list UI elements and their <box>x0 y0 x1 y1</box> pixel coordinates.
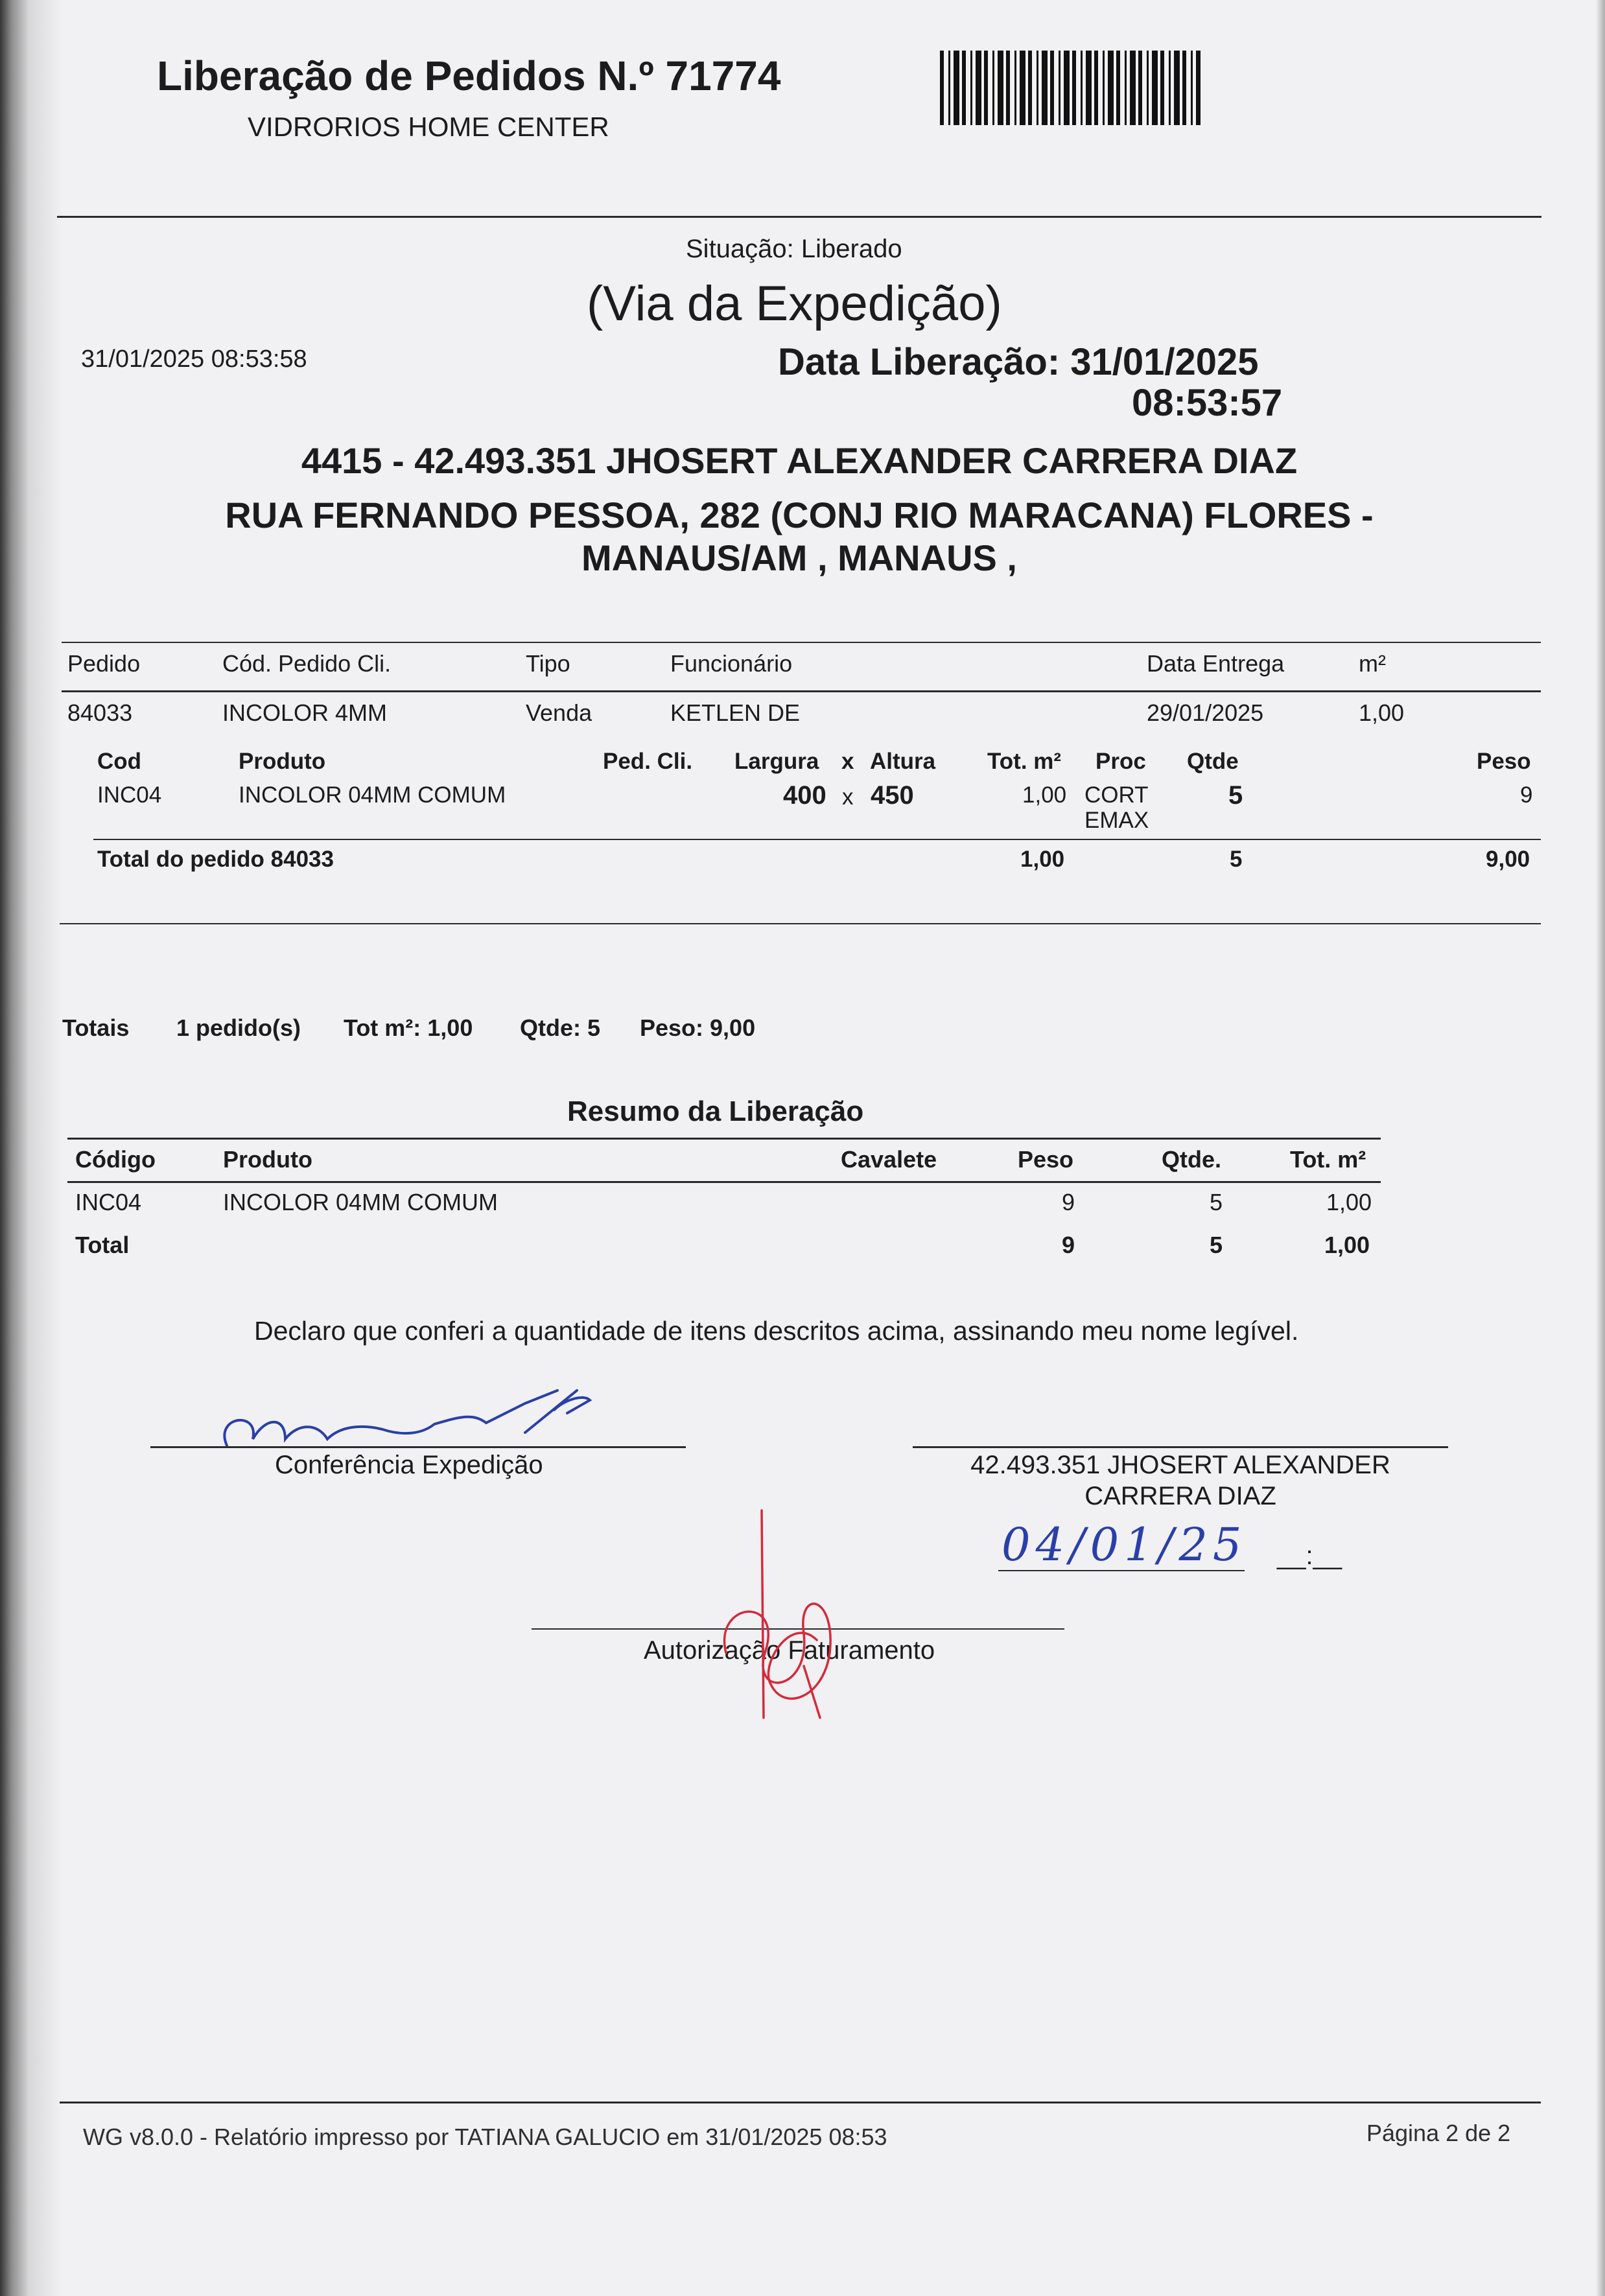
summary-code: INC04 <box>75 1189 142 1215</box>
items-header-ped-cli: Ped. Cli. <box>603 749 693 774</box>
handwritten-date: 04/01/25 <box>1002 1518 1247 1571</box>
summary-total-qtde: 5 <box>1210 1232 1223 1258</box>
order-m2: 1,00 <box>1359 699 1405 726</box>
signature-autorizacao <box>707 1504 856 1737</box>
summary-header-qtde: Qtde. <box>1162 1146 1222 1173</box>
orders-header-cod-pedido: Cód. Pedido Cli. <box>222 650 392 677</box>
item-product: INCOLOR 04MM COMUM <box>239 782 506 808</box>
item-tot-m2: 1,00 <box>1022 782 1067 808</box>
summary-title: Resumo da Liberação <box>567 1095 864 1127</box>
date-underline <box>998 1570 1245 1571</box>
conferencia-label: Conferência Expedição <box>275 1451 543 1479</box>
summary-header-peso: Peso <box>1018 1146 1074 1173</box>
items-header-x: x <box>841 749 854 774</box>
items-total-rule <box>93 839 1541 840</box>
company-name: VIDRORIOS HOME CENTER <box>248 111 609 142</box>
item-code: INC04 <box>97 782 162 808</box>
header-divider <box>57 216 1541 218</box>
authorization-label: Autorização Faturamento <box>644 1636 935 1665</box>
summary-qtde: 5 <box>1210 1189 1223 1215</box>
summary-header-codigo: Código <box>75 1146 156 1173</box>
item-height: 450 <box>871 781 914 810</box>
totals-label: Totais <box>62 1014 130 1041</box>
barcode <box>940 51 1201 125</box>
order-delivery-date: 29/01/2025 <box>1147 699 1264 726</box>
order-type: Venda <box>526 699 592 726</box>
totals-peso: Peso: 9,00 <box>640 1014 756 1041</box>
scan-edge-shadow <box>0 0 62 2296</box>
items-header-peso: Peso <box>1477 749 1531 774</box>
orders-header-pedido: Pedido <box>67 650 141 677</box>
footer-rule <box>60 2102 1541 2103</box>
summary-top-rule <box>67 1138 1381 1140</box>
time-blank: __:__ <box>1277 1541 1342 1570</box>
signature-conferencia <box>188 1377 603 1462</box>
order-client-code: INCOLOR 4MM <box>222 699 388 726</box>
summary-total-label: Total <box>75 1232 130 1258</box>
summary-total-peso: 9 <box>1062 1232 1075 1258</box>
item-proc-line1: CORT <box>1084 782 1149 808</box>
item-proc-line2: EMAX <box>1084 808 1149 833</box>
items-header-cod: Cod <box>97 749 142 774</box>
order-total-qtde: 5 <box>1230 847 1243 872</box>
items-header-proc: Proc <box>1095 749 1146 774</box>
customer-name: 4415 - 42.493.351 JHOSERT ALEXANDER CARRERA DIAZ <box>301 440 1298 481</box>
scan-edge-shadow-right <box>1596 0 1605 2296</box>
orders-header-rule <box>62 690 1541 692</box>
summary-header-cavalete: Cavalete <box>841 1146 937 1173</box>
orders-section-end-rule <box>60 923 1541 924</box>
summary-product: INCOLOR 04MM COMUM <box>223 1189 498 1215</box>
items-header-altura: Altura <box>870 749 936 774</box>
item-qtde: 5 <box>1228 781 1243 810</box>
release-time: 08:53:57 <box>1132 382 1283 424</box>
summary-header-produto: Produto <box>223 1146 312 1173</box>
item-peso: 9 <box>1520 782 1533 808</box>
summary-tot-m2: 1,00 <box>1326 1189 1372 1215</box>
declaration-text: Declaro que conferi a quantidade de itens descritos acima, assinando meu nome legível. <box>254 1316 1299 1346</box>
items-header-qtde: Qtde <box>1187 749 1239 774</box>
customer-signature-label-line1: 42.493.351 JHOSERT ALEXANDER <box>970 1451 1390 1479</box>
orders-header-tipo: Tipo <box>526 650 570 677</box>
summary-header-tot-m2: Tot. m² <box>1290 1146 1366 1173</box>
items-header-largura: Largura <box>734 749 819 774</box>
orders-table-top-rule <box>62 642 1541 643</box>
order-total-m2: 1,00 <box>1020 847 1065 872</box>
order-total-label: Total do pedido 84033 <box>97 847 334 872</box>
conferencia-signature-line <box>150 1446 686 1448</box>
customer-signature-line <box>913 1446 1448 1448</box>
orders-header-funcionario: Funcionário <box>670 650 793 677</box>
status-text: Situação: Liberado <box>686 235 902 263</box>
summary-peso: 9 <box>1062 1189 1075 1215</box>
customer-signature-label-line2: CARRERA DIAZ <box>1084 1482 1276 1510</box>
footer-page-number: Página 2 de 2 <box>1366 2120 1511 2146</box>
order-number: 84033 <box>67 699 133 726</box>
item-width: 400 <box>783 781 826 810</box>
document-title: Liberação de Pedidos N.º 71774 <box>157 53 781 99</box>
items-header-tot-m2: Tot. m² <box>987 749 1062 774</box>
totals-orders: 1 pedido(s) <box>176 1014 301 1041</box>
orders-header-data-entrega: Data Entrega <box>1147 650 1285 677</box>
summary-total-m2: 1,00 <box>1324 1232 1370 1258</box>
totals-m2: Tot m²: 1,00 <box>344 1014 473 1041</box>
item-x: x <box>842 784 854 810</box>
footer-printed-by: WG v8.0.0 - Relatório impresso por TATIANA GALUCIO em 31/01/2025 08:53 <box>83 2124 887 2150</box>
summary-header-rule <box>67 1181 1381 1183</box>
order-total-peso: 9,00 <box>1486 847 1530 872</box>
customer-address-line2: MANAUS/AM , MANAUS , <box>581 537 1017 578</box>
printed-timestamp: 31/01/2025 08:53:58 <box>81 346 307 373</box>
orders-header-m2: m² <box>1359 650 1386 677</box>
copy-label: (Via da Expedição) <box>587 276 1002 331</box>
totals-qtde: Qtde: 5 <box>520 1014 601 1041</box>
order-employee: KETLEN DE <box>670 699 801 726</box>
items-header-produto: Produto <box>239 749 326 774</box>
customer-address-line1: RUA FERNANDO PESSOA, 282 (CONJ RIO MARACANA) FLORES - <box>225 495 1374 535</box>
release-date: Data Liberação: 31/01/2025 <box>778 341 1259 383</box>
